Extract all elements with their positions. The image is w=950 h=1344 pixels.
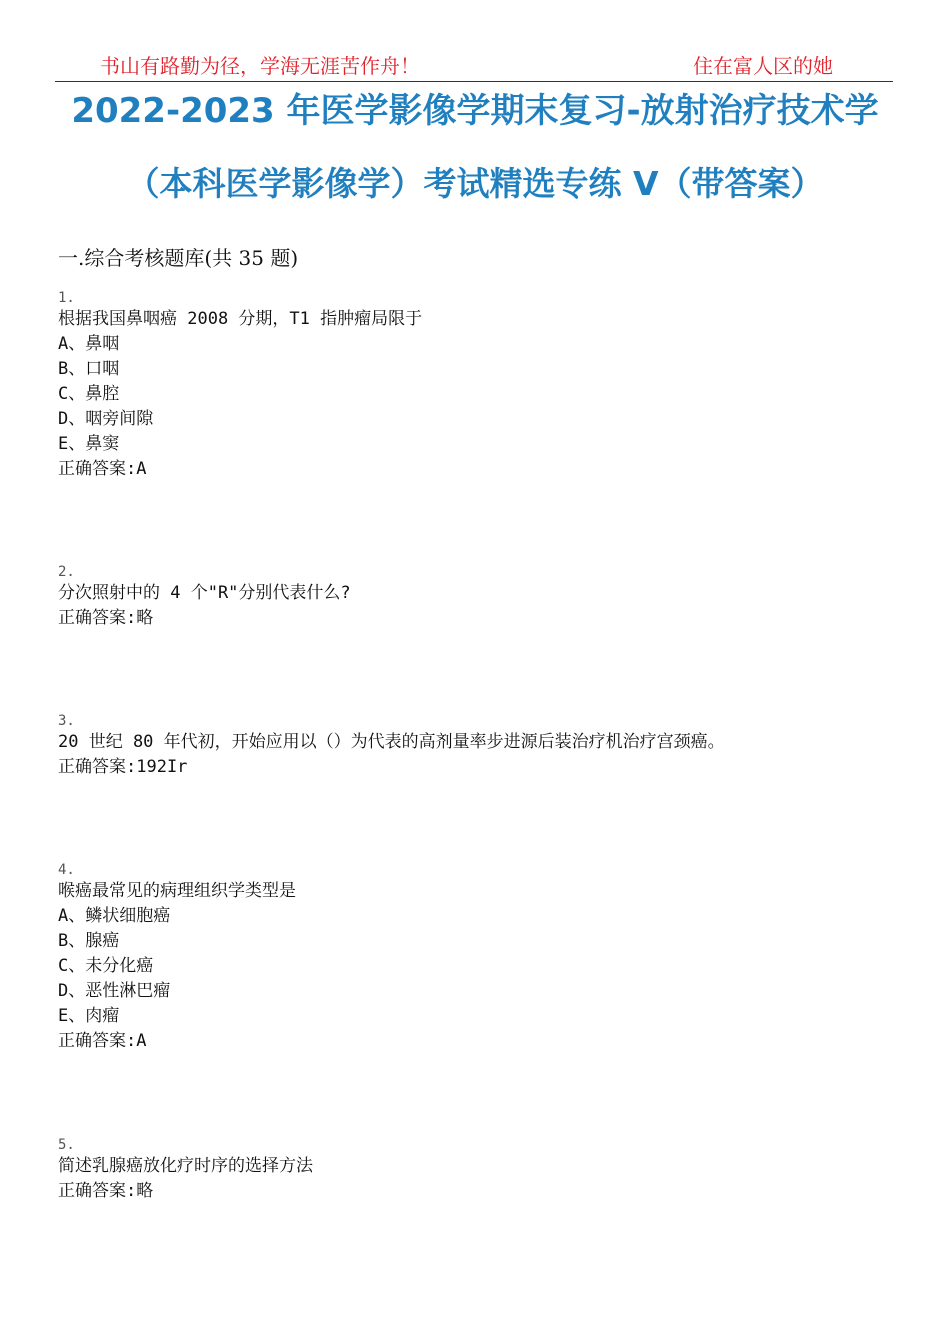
question-option: D、咽旁间隙	[58, 409, 154, 429]
question-stem: 根据我国鼻咽癌 2008 分期，T1 指肿瘤局限于	[58, 309, 423, 329]
question-option: D、恶性淋巴瘤	[58, 981, 171, 1001]
question-option: B、口咽	[58, 359, 120, 379]
question-5	[58, 1136, 898, 1204]
question-answer: 正确答案:192Ir	[58, 757, 188, 777]
header-motto: 书山有路勤为径，学海无涯苦作舟！	[100, 54, 420, 78]
question-option: C、未分化癌	[58, 956, 154, 976]
question-1	[58, 289, 898, 482]
question-option: C、鼻腔	[58, 384, 120, 404]
question-3	[58, 712, 898, 780]
question-number: 2.	[58, 564, 75, 580]
question-stem: 喉癌最常见的病理组织学类型是	[58, 881, 296, 901]
question-stem: 分次照射中的 4 个"R"分别代表什么?	[58, 583, 351, 603]
question-answer: 正确答案:略	[58, 608, 154, 628]
question-number: 3.	[58, 713, 75, 729]
document-title-line-1: 2022-2023 年医学影像学期末复习-放射治疗技术学	[71, 91, 879, 131]
question-answer: 正确答案:A	[58, 459, 147, 479]
question-answer: 正确答案:略	[58, 1181, 154, 1201]
question-4	[58, 861, 898, 1054]
document-title-line-2: （本科医学影像学）考试精选专练 V（带答案）	[126, 164, 824, 203]
question-stem: 简述乳腺癌放化疗时序的选择方法	[58, 1156, 313, 1176]
question-number: 1.	[58, 290, 75, 306]
question-option: E、鼻窦	[58, 434, 120, 454]
question-number: 4.	[58, 862, 75, 878]
question-option: A、鳞状细胞癌	[58, 906, 171, 926]
question-stem: 20 世纪 80 年代初，开始应用以（）为代表的高剂量率步进源后装治疗机治疗宫颈癌。	[58, 732, 725, 752]
header-author: 住在富人区的她	[693, 54, 833, 78]
question-2	[58, 563, 898, 631]
question-option: B、腺癌	[58, 931, 120, 951]
question-number: 5.	[58, 1137, 75, 1153]
section-heading: 一.综合考核题库(共 35 题)	[58, 246, 299, 270]
header-divider	[55, 81, 893, 82]
question-option: E、肉瘤	[58, 1006, 120, 1026]
question-answer: 正确答案:A	[58, 1031, 147, 1051]
page-header	[0, 50, 950, 80]
question-option: A、鼻咽	[58, 334, 120, 354]
